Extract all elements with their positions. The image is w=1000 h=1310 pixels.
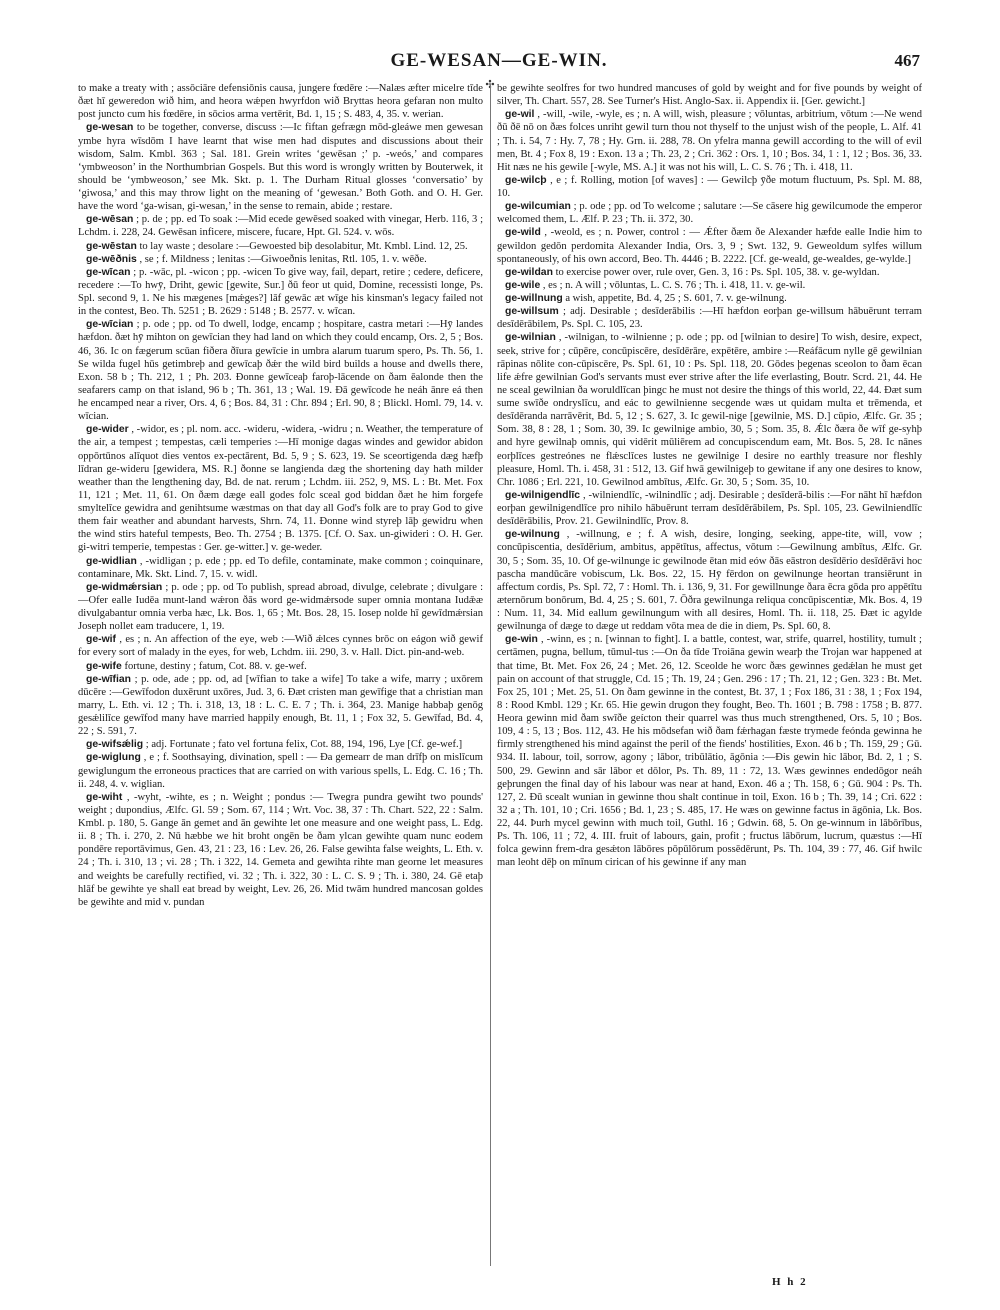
entry-definition: to lay waste ; desolare :—Gewoested biþ desolabitur, Mt. Kmbl. Lind. 12, 25.: [139, 240, 468, 252]
dictionary-entry: [78, 673, 483, 739]
column-divider: [490, 84, 491, 1266]
dictionary-entry: [78, 751, 483, 790]
left-column: [78, 82, 483, 1272]
entry-headword: ge-wild: [505, 227, 541, 239]
dictionary-entry: [497, 200, 922, 226]
entry-definition: , -widor, es ; pl. nom. acc. -wideru, -widera, -widru ; n. Weather, the temperature of the air, a tempest ; tempestas, cæli temperies :—Hī monige dagas windes and gewidor abidon oppōrtūnos alīquot dies ventos ex-pectārent, Bd. 5, 9 ; S. 623, 19. Se sceortigenda dæg hæfþ līdran ge-wideru [gewidera, MS. R.] ðonne se langienda dæg the shortening day hath milder weather than the lengthening day, Bd. de nat. rerum ; Lchdm. iii. 252, 9, MS. L : Bt. Met. Fox 11, 121 ; Met. 11, 61. On ðæm dæge eall godes folc sceal god biddan ðæt he him forgefe smyltelīce gewidra and genihtsume wæstmas on that day all God's folk are to pray God to give them fair weather and abundant harvests, Shrn. 74, 11. Ðonne wind styreþ lāþ gewidru when the wind stirs hateful tempests, Beo. Th. 2754 ; B. 1375. [Cf. O. Sax. un-giwideri : O. H. Ger. gi-witri temperie, tempestas : Ger. ge-witter.] v. ge-weder.: [78, 424, 483, 554]
entry-definition: to make a treaty with ; assōciāre defensiōnis causa, jungere fœdēre :—Nalæs æfter micelre tīde ðæt hī geweredon wið him, and heora wǽpen hwyrfdon wið Bryttas heora gefaran non multo post juncto cum his fœdēre, in sōcios arma vertērit, Bd. 1, 15 ; S. 483, 4, 35. v. werian.: [78, 83, 483, 121]
entry-headword: ge-wēstan: [86, 240, 137, 252]
entry-headword: ge-wīcian: [86, 319, 134, 331]
dictionary-entry: [497, 82, 922, 108]
entry-definition: , -widligan ; p. ede ; pp. ed To defile, contaminate, make common ; coinquinare, contaminare, Mk. Skt. Lind. 7, 15. v. widl.: [78, 555, 483, 580]
dictionary-entry: [78, 423, 483, 554]
entry-headword: ge-wiglung: [86, 752, 141, 764]
entry-headword: ge-wilnung: [505, 529, 560, 541]
right-column: [497, 82, 922, 1272]
dictionary-entry: [497, 633, 922, 869]
entry-headword: ge-wēðnis: [86, 253, 137, 265]
entry-definition: fortune, destiny ; fatum, Cot. 88. v. ge-wef.: [124, 660, 307, 672]
dictionary-entry: [497, 292, 922, 305]
entry-headword: ge-wilcþ: [505, 174, 547, 186]
entry-definition: ; p. ode ; pp. od To welcome ; salutare :—Se cāsere hig gewilcumode the emperor welcomed them, L. Ælf. P. 23 ; Th. ii. 372, 30.: [497, 201, 922, 226]
dictionary-entry: [78, 82, 483, 121]
entry-definition: ; p. de ; pp. ed To soak :—Mid ecede gewēsed soaked with vinegar, Herb. 116, 3 ; Lchdm. i. 228, 24. Gewēsan inficere, miscere, fucare, Hpt. Gl. 524. v. wōs.: [78, 214, 483, 239]
dictionary-entry: [497, 528, 922, 633]
dictionary-entry: [497, 266, 922, 279]
entry-headword: ge-win: [505, 634, 538, 646]
entry-headword: ge-widlian: [86, 555, 137, 567]
entry-definition: , -will, -wile, -wyle, es ; n. A will, wish, pleasure ; vōluntas, arbitrium, vōtum :—Ne wend ðū ðē nō on ðæs folces unriht gewil turn thou not thyself to the unjust wish of the people, L. Alf. 41 ; Th. i. 54, 7 : Hy. 7, 78 ; Hy. Grn. ii. 288, 78. On yfelra manna gewill according to the will of evil men, Bt. 4 ; Fox 8, 19 : Exon. 13 a ; Th. 23, 2 ; Cri. 362 : Ors. 1, 10 ; Bos. 34, 1 : 1, 12 ; Bos. 36, 33. Hit næs ne his gewile [-wyle, MS. A.] it was not his will, L. C. S. 76 ; Th. i. 418, 11.: [497, 109, 922, 173]
entry-definition: a wish, appetite, Bd. 4, 25 ; S. 601, 7. v. ge-wilnung.: [565, 293, 787, 304]
entry-definition: , se ; f. Mildness ; lenitas :—Giwoeðnis lenitas, Rtl. 105, 1. v. wēðe.: [139, 253, 427, 265]
entry-definition: ; p. ode, ade ; pp. od, ad [wīfian to take a wife] To take a wife, marry ; uxōrem dūcēre :—Gewīfodon duxērunt uxōres, Jud. 3, 6. Ðæt cristen man gewīfige that a christian man marry, L. Eth. vi. 12 ; Th. i. 318, 13, 18 : L. C. E. 7 ; Th. i. 364, 23. Manige habbaþ genōg gesǽlilīce gewīfod many have married happily enough, Bt. 11, 1 ; Fox 32, 5. Gewīfad, Bd. 4, 22 ; S. 591, 7.: [78, 673, 483, 738]
entry-headword: ge-wider: [86, 424, 129, 436]
dictionary-entry: [78, 318, 483, 423]
entry-definition: ; adj. Desirable ; desīderābilis :—Hī hæfdon eorþan ge-willsum hābuērunt terram desīdērābilem, Ps. Spl. C. 105, 23.: [497, 306, 922, 331]
entry-headword: ge-wilcumian: [505, 201, 571, 213]
entry-headword: ge-wilnian: [505, 332, 556, 344]
entry-definition: , -wyht, -wihte, es ; n. Weight ; pondus :— Twegra pundra gewiht two pounds' weight ; dupondius, Ælfc. Gl. 59 ; Som. 67, 114 ; Wrt. Voc. 38, 37 : Th. Chart. 522, 22 : Salm. Kmbl. p. 180, 5. Gange ān gemet and ān gewihte let one measure and one weight pass, L. Edg. ii. 8 ; Th. i. 270, 2. Nū hæbbe we hit broht ongēn be ðam ylcan gewihte quam nunc eodem pondēre reportāvimus, Gen. 43, 21 : 23, 16 : Lev. 26, 26. False gewihta false weights, L. Eth. v. 24 ; Th. i. 310, 13 ; vi. 28 ; Th. i 322, 14. Gemeta and gewihta rihte man georne let measures and weights be carefully rectified, vi. 32 ; Th. i. 322, 30 : L. C. S. 9 ; Th. i. 380, 24. Gē etaþ hlāf be gewihte ye shall eat bread by weight, Lev. 26, 26. Mid twām hundred mancosan goldes be gewihte and mid v. pundan: [78, 791, 483, 908]
entry-definition: , -willnung, e ; f. A wish, desire, longing, seeking, appe-tite, will, vow ; concūpiscentia, desīdērium, ambitus, appētītus, affectus, vōtum :—Gewilnung ambītus, Ælfc. Gr. 30, 5 ; Som. 35, 10. Of ge-wilnunge ic gewilnode ētan mid eów ðās eāstron desīdērio desīdērāvi hoc pascha mandūcāre vobiscum, Lk. Bos. 22, 15. Hȳ fērdon on gewilnunge heortan transiērunt in affectum cordis, Ps. Spl. 72, 7 : Homl. Th. i. 136, 9, 31. For gewillnunge ðara ēcra gōda pro appētītu æternōrum bonōrum, Bd. 4, 25 ; S. 601, 7. Ōðra gewilnunga reliqua concūpiscentiæ, Mk. Bos. 4, 19 : Num. 11, 34. Mid eallum gewilnungum with all desires, Homl. Th. ii. 118, 25. Ðæt ic agylde gewilnunga of dæge to dæge ut reddam vōta mea de die in diem, Ps. Spl. 60, 8.: [497, 529, 922, 633]
entry-definition: , es ; n. A will ; vōluntas, L. C. S. 76 ; Th. i. 418, 11. v. ge-wil.: [542, 279, 806, 291]
dictionary-entry: [78, 253, 483, 266]
entry-headword: ge-wīcan: [86, 266, 131, 278]
entry-headword: ge-wifsǽlig: [86, 739, 144, 751]
entry-headword: ge-wildan: [505, 266, 553, 278]
dictionary-entry: [78, 791, 483, 909]
dictionary-entry: [497, 174, 922, 200]
page-number: 467: [894, 51, 920, 70]
dictionary-entry: [497, 489, 922, 528]
entry-headword: ge-wesan: [86, 122, 134, 134]
entry-headword: ge-wilnigendlīc: [505, 489, 581, 501]
signature-mark: H h 2: [772, 1276, 808, 1288]
entry-definition: , -wilnigan, to -wilnienne ; p. ode ; pp. od [wilnian to desire] To wish, desire, expect, seek, strive for ; cūpēre, concūpiscēre, desīdērāre, expētēre, ambire :—Reáfācum nylle gē gewilnian rāpinas nōlite con-cūpiscēre, Ps. Spl. 61, 10 : Ps. Spl. 118, 20. Gōdes þegenas sceolon to ðam ēcan life ǽfre gewilnian God's servants must ever strive after the life everlasting, Boutr. Scrd. 21, 44. He ne sceal gewilnian ða woruldlīcan þingc he must not desire the things of this world, 22, 44. Ðæt sum sume swīðe ondryslīcu, and eác to gewilnienne secgende wæs ut quidam multa et trēmenda, et desīdēranda narrāvērit, Bd. 5, 12 ; S. 627, 3. Ic gewil-nige [gewilnie, MS. D.] cūpio, Ælfc. Gr. 35 ; Som. 38, 8 : 28, 1 ; Som. 30, 39. Ic gewilnige ambio, 30, 5 ; Som. 35, 8. Ǽlc ðæra ðe wīf ge-syhþ and hyre gewilnaþ omnis, qui vidērit mūliērem ad concupiscendum eam, Mt. Bos. 5, 28. Ic nānes eorþlīces gestreónes ne flǽsclīces lustes ne gewilnige I desire no earthly treasure nor fleshly pleasure, Homl. Th. i. 458, 31 : 512, 13. Gif hwā gewilnigeþ to gewitane if any one desires to know, Chr. 1086 ; Erl. 221, 10. Gewilnod ambītus, Ælfc. Gr. 30, 5 ; Som. 35, 10.: [497, 332, 922, 488]
entry-definition: ; adj. Fortunate ; fato vel fortuna felix, Cot. 88, 194, 196, Lye [Cf. ge-wef.]: [145, 739, 463, 751]
dictionary-entry: [497, 226, 922, 265]
dictionary-entry: [497, 305, 922, 331]
dictionary-entry: [78, 555, 483, 581]
dictionary-entry: [78, 660, 483, 673]
entry-definition: , -weold, es ; n. Power, control : — Ǽfter ðæm ðe Alexander hæfde ealle Indie him to gewildon gedōn perdomita Alexander India, Ors. 3, 9 ; Swt. 132, 9. Geweoldum sylfes willum spontaneously, of his own accord, Beo. Th. 4446 ; B. 2222. [Cf. ge-weald, ge-wealdes, ge-wylde.]: [497, 227, 922, 265]
entry-definition: , -wilniendlīc, -wilnindlīc ; adj. Desirable ; desīderā-bilis :—For nāht hī hæfdon eorþan gewilnigendlīce pro nihilo hābuērunt terram desīdērābilem, Ps. Spl. 105, 23. Gewilniendlīc desīdērābilis, Prov. 21. Gewilnindlīc, Prov. 8.: [497, 489, 922, 528]
dictionary-entry: [78, 121, 483, 213]
dictionary-entry: [497, 108, 922, 174]
entry-definition: , es ; n. An affection of the eye, web :—Wið ǽlces cynnes brōc on eágon wið gewif for every sort of malady in the eyes, for web, Lchdm. iii. 290, 3. v. Hall. Dict. pin-and-web.: [78, 634, 483, 659]
entry-definition: to exercise power over, rule over, Gen. 3, 16 : Ps. Spl. 105, 38. v. ge-wyldan.: [555, 266, 880, 278]
entry-headword: ge-willnung: [505, 293, 563, 304]
entry-definition: ; p. ode ; pp. od To publish, spread abroad, divulge, celebrate ; divulgare :—Ofer ealle Iudēa munt-land wǽron ðās word ge-widmǽrsode super omnia montana Iudǣæ divulgabantur omnia verba hæc, Lk. Bos. 1, 65 ; Mt. Bos. 28, 15. Iosep nolde hī gewīdmǽrsian Joseph nollet eam traducere, 1, 19.: [78, 581, 483, 633]
entry-headword: ge-wife: [86, 660, 122, 672]
entry-definition: ; p. -wāc, pl. -wicon ; pp. -wicen To give way, fail, depart, retire ; cedere, deficere, recedere :—To hwȳ, Driht, gewic [gewite, Sur.] ðū feor ut quid, Domine, recessisti longe, Ps. Spl. second 9, 1. Ne his mægenes [mǽges?] lāf gewāc æt wīge his kinsman's legacy failed not in the contest, Beo. Th. 5251 ; B. 2629 : 5148 ; B. 2577. v. wīcan.: [78, 266, 483, 318]
entry-headword: ge-wiht: [86, 791, 123, 803]
entry-definition: , e ; f. Soothsaying, divination, spell : — Ða gemearr de man drīfþ on mislīcum gewiglungum the erroneous practices that are carried on with various spells, L. Edg. C. 16 ; Th. ii. 248, 4. v. wiglian.: [78, 752, 483, 790]
dictionary-entry: [78, 240, 483, 253]
entry-definition: , -winn, es ; n. [winnan to fight]. I. a battle, contest, war, strife, quarrel, hostility, tumult ; certāmen, pugna, bellum, tūmul-tus :—On ða tīde Troiāna gewin wearþ the Trojan war happened at that time, Bt. Met. Fox 26, 24 ; Met. 26, 12. Sceolde he worc ðæs gewinnes gedǽlan he must get pain on account of that struggle, Cd. 15 ; Th. 19, 24 ; Gen. 296 : 17 ; Th. 21, 12 ; Gen. 323 : Bt. Met. Fox 25, 101 ; Met. 25, 51. On ðam gewinne in the contest, Bt. 37, 1 ; Fox 186, 31 : 38, 1 ; Fox 194, 8 : Rood Kmbl. 129 ; Kr. 65. Hie gewin drugon they fought, Beo. Th. 1601 ; B. 798 : 1758 ; B. 877. Heora gewinn mid ðam swīðe geícton their quarrel was thus much strengthened, Ors. 5, 10 ; Bos. 109, 4 : 5, 13 ; Bos. 112, 43. He his mōdsefan wið ðam fǽrhagan fæste trymede feónda gewinna he firmly strengthened his mind against the peril of the fiends' hostilities, Exon. 46 b ; Th. 159, 29 ; Gū. 934. II. labour, toil, sorrow, agony ; lābor, tribūlātio, āgōnia :—Ðis gewin hic lābor, Bd. 2, 1 ; S. 500, 29. Gewinn and sār lābor et dōlor, Ps. Th. 89, 11 : 72, 13. Wæs gewinnes endedōgor neáh geþrungen the final day of his labour was near at hand, Exon. 46 a ; Th. 158, 6 ; Gū. 904 : Ps. Th. 127, 2. Ðū scealt wunian in gewinne thou shalt continue in toil, Exon. 16 b ; Th. 39, 14 ; Cri. 622 : 32 a ; Th. 101, 10 ; Cri. 1656 ; Bd. 1, 23 ; S. 485, 17. He wæs on gewinne factus in āgōnia, Lk. Bos. 22, 44. Þurh mycel gewinn with much toil, Guthl. 16 ; Gdwin. 68, 5. On ge-winnum in lābōrībus, Ps. Th. 106, 11 ; 72, 4. III. fruit of labours, gain, profit ; fructus lābōrum, lucrum, quæstus :—Hī folca gewinn frem-dra gesǽton lābōres pōpūlōrum possēdērunt, Ps. Th. 104, 39 : 77, 46. Gif hwilc man leoht dēþ on mīnum cirican of his gewinne if any man: [497, 634, 922, 869]
entry-definition: ; p. ode ; pp. od To dwell, lodge, encamp ; hospitare, castra metari :—Hȳ landes hæfdon. ðæt hȳ mihton on gewīcian they had land on which they could encamp, Ors. 2, 5 ; Bos. 46, 36. Ic on fægerum scūan fiðera ðīura gewīcie in umbra alarum tuarum spero, Ps. Th. 56, 1. Se wilda fugel hūs getimbreþ and gewīcaþ ðǽr the wild bird builds a house and dwells there, Exon. 58 b ; Th. 212, 1 ; Ph. 203. Ðonne gewīceaþ faroþ-lācende on ðam ēalonde then the seafarers camp on that island, 96 b ; Th. 361, 13 ; Wal. 19. Ðā gewīcode he neáh ānre eá then he encamped near a river, Ors. 4, 6 ; Bos. 84, 31 : Chr. 894 ; Erl. 90, 8 ; Blickl. Homl. 79, 14. v. wīcian.: [78, 319, 483, 423]
running-title: GE-WESAN—GE-WIN.: [390, 50, 608, 71]
dictionary-entry: [78, 581, 483, 634]
dictionary-entry: [497, 331, 922, 489]
entry-headword: ge-willsum: [505, 306, 559, 318]
entry-definition: , e ; f. Rolling, motion [of waves] : — Gewilcþ ȳðe motum fluctuum, Ps. Spl. M. 88, 10.: [497, 174, 922, 199]
entry-headword: ge-wēsan: [86, 214, 134, 226]
column-ornament-icon: ✣: [485, 79, 495, 91]
entry-definition: be gewihte seolfres for two hundred mancuses of gold by weight and for five pounds by weight of silver, Th. Chart. 557, 28. See Turner's Hist. Anglo-Sax. ii. Appendix ii. [Ger. gewicht.]: [497, 83, 922, 108]
entry-definition: to be together, converse, discuss :—Ic fiftan gefrægn mōd-gleáwe men gewesan ymbe hyra wīsdōm I have learnt that wise men had disputes and discussions about their wisdom, Salm. Kmbl. 363 ; Sal. 181. Grein writes ‘gewēsan ;’ p. -weós,’ and compares ‘ymbweoson’ in the Northumbrian Gospels. But this word is wrongly written by Bouterwek, it should be ‘ymbweoson,’ see Mk. Skt. p. 1. The Durham Ritual glosses ‘conversatio’ by ‘giwosa,’ and this may throw light on the meaning of ‘gewesan.’ Both Goth. and O. H. Ger. have the word ‘ga-wisan, gi-wesan,’ in the sense to remain, abide ; restare.: [78, 122, 483, 213]
entry-headword: ge-wif: [86, 634, 117, 646]
dictionary-entry: [497, 279, 922, 292]
dictionary-entry: [78, 213, 483, 239]
dictionary-entry: [78, 738, 483, 751]
entry-headword: ge-widmǽrsian: [86, 581, 163, 593]
entry-headword: ge-wil: [505, 109, 535, 121]
entry-headword: ge-wīfian: [86, 673, 132, 685]
page-header: [78, 50, 920, 78]
dictionary-entry: [78, 266, 483, 319]
dictionary-entry: [78, 633, 483, 659]
entry-headword: ge-wile: [505, 279, 541, 291]
